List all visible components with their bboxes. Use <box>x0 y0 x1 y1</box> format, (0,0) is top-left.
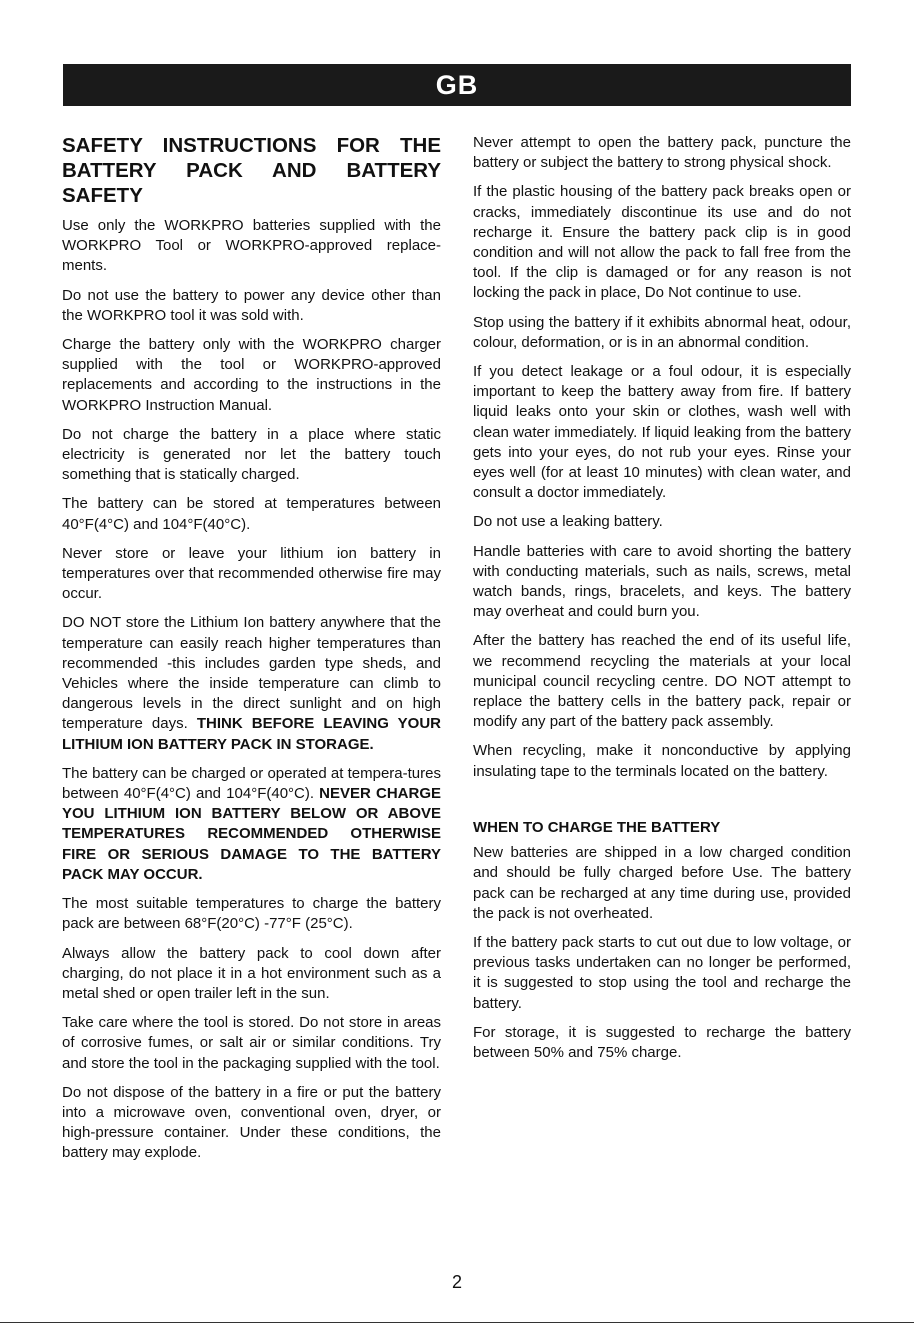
paragraph: Charge the battery only with the WORKPRO charger supplied with the tool or WORKPRO-approved replacements and according to the instructions in the WORKPRO Instruction Manual. <box>62 336 441 414</box>
paragraph: Handle batteries with care to avoid shorting the battery with conducting materials, such as nails, screws, metal watch bands, rings, bracelets, and keys. The battery may overheat and could burn you. <box>473 542 851 621</box>
title-line-2: BATTERY PACK AND BATTERY SAFETY <box>62 159 441 207</box>
page-number: 2 <box>451 1272 462 1292</box>
paragraph: The battery can be stored at temperatures between 40°F(4°C) and 104°F(40°C). <box>62 495 441 533</box>
paragraph: If the battery pack starts to cut out due to low voltage, or previous tasks undertaken can no longer be performed, it is suggested to stop using the tool and recharge the battery. <box>473 933 851 1012</box>
paragraph: Do not use a leaking battery. <box>473 513 663 531</box>
paragraph: If the plastic housing of the battery pack breaks open or cracks, immediately discontinue its use and do not recharge it. Ensure the battery pack clip is in good condition and will not allow the pack to fall free from the tool. If the clip is damaged or for any reason is not locking the pack in place, Do Not continue to use. <box>473 183 851 302</box>
paragraph: Always allow the battery pack to cool down after charging, do not place it in a hot environment such as a metal shed or open trailer left in the sun. <box>62 944 441 1002</box>
paragraph-text: The battery can be charged or operated at tempera-tures between 40°F(4°C) and 104°F(40°C). <box>62 764 441 803</box>
paragraph-text: DO NOT store the Lithium Ion battery anywhere that the temperature can easily reach higher temperatures than recommended -this includes garden type sheds, and Vehicles where the inside temperature can climb to dangerous levels in the direct sunlight and on high temperature days. <box>62 614 441 733</box>
paragraph: The most suitable temperatures to charge the battery pack are between 68°F(20°C) -77°F (25°C). <box>62 895 441 933</box>
title-line-1: SAFETY INSTRUCTIONS FOR THE <box>62 134 441 157</box>
paragraph: After the battery has reached the end of its useful life, we recommend recycling the materials at your local municipal council recycling centre. DO NOT attempt to replace the battery cells in the battery pack, repair or modify any part of the battery pack assembly. <box>473 632 851 731</box>
right-column <box>473 133 851 1072</box>
paragraph: Do not charge the battery in a place where static electricity is generated nor let the battery touch something that is statically charged. <box>62 425 441 484</box>
paragraph: Do not use the battery to power any device other than the WORKPRO tool it was sold with. <box>62 286 441 324</box>
left-column <box>62 133 441 1173</box>
paragraph: Stop using the battery if it exhibits abnormal heat, odour, colour, deformation, or is in an abnormal condition. <box>473 313 851 351</box>
paragraph: Do not dispose of the battery in a fire or put the battery into a microwave oven, conventional oven, dryer, or high-pressure container. Under these conditions, the battery may explode. <box>62 1083 441 1162</box>
paragraph: New batteries are shipped in a low charged condition and should be fully charged before Use. The battery pack can be recharged at any time during use, provided the pack is not overheated. <box>473 844 851 922</box>
paragraph-emphasis: NEVER CHARGE YOU LITHIUM ION BATTERY BELOW OR ABOVE TEMPERATURES RECOMMENDED OTHERWISE FIRE OR SERIOUS DAMAGE TO THE BATTERY PACK MAY OCCUR. <box>62 785 441 883</box>
page-title <box>62 133 441 208</box>
paragraph: Never store or leave your lithium ion battery in temperatures over that recommended otherwise fire may occur. <box>62 544 441 603</box>
bottom-divider <box>0 1322 914 1323</box>
section-label: GB <box>435 69 479 100</box>
paragraph: Use only the WORKPRO batteries supplied with the WORKPRO Tool or WORKPRO-approved replace-ments. <box>62 217 441 275</box>
paragraph: For storage, it is suggested to recharge the battery between 50% and 75% charge. <box>473 1023 851 1061</box>
paragraph <box>62 764 441 885</box>
paragraph <box>62 613 441 754</box>
paragraph: Take care where the tool is stored. Do not store in areas of corrosive fumes, or salt air or similar conditions. Try and store the tool in the packaging supplied with the tool. <box>62 1014 441 1072</box>
section-heading: WHEN TO CHARGE THE BATTERY <box>473 818 721 836</box>
paragraph-emphasis: THINK BEFORE LEAVING YOUR LITHIUM ION BATTERY PACK IN STORAGE. <box>62 715 442 753</box>
paragraph: If you detect leakage or a foul odour, it is especially important to keep the battery away from fire. If battery liquid leaks onto your skin or clothes, wash well with clean water immediately. If liquid leaking from the battery gets into your eyes, do not rub your eyes. Rinse your eyes well (for at least 10 minutes) with clean water, and consult a doctor immediately. <box>473 363 851 502</box>
section-banner <box>63 64 851 106</box>
paragraph: When recycling, make it nonconductive by applying insulating tape to the terminals located on the battery. <box>473 742 851 780</box>
paragraph: Never attempt to open the battery pack, puncture the battery or subject the battery to strong physical shock. <box>473 134 851 172</box>
